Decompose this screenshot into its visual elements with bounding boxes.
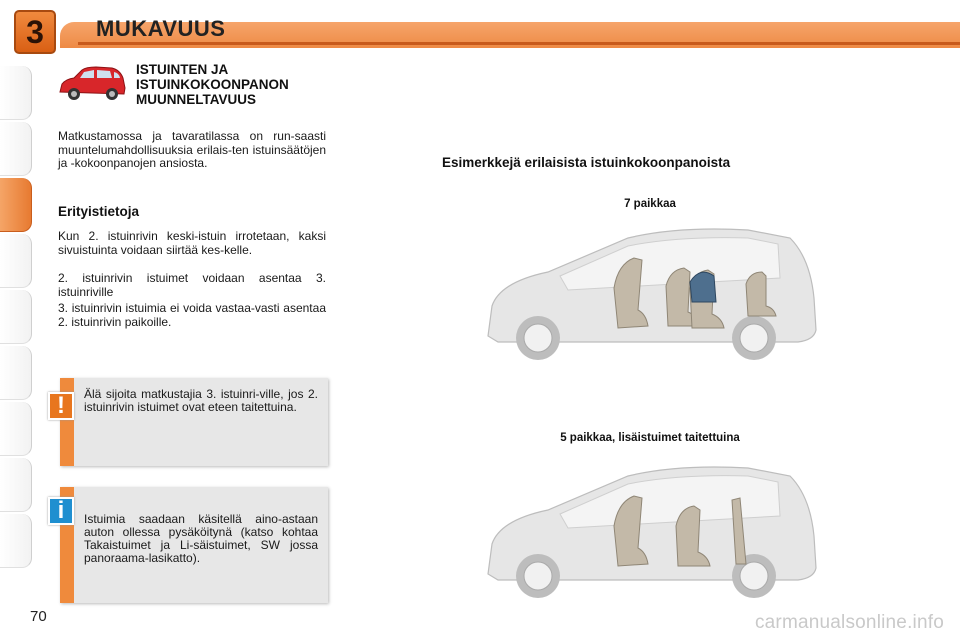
paragraph-2: 2. istuinrivin istuimet voidaan asentaa 3. istuinriville — [58, 271, 326, 299]
chapter-number: 3 — [26, 13, 44, 50]
warning-note — [57, 378, 328, 466]
exclamation-icon: ! — [48, 392, 74, 420]
side-tab-9[interactable] — [0, 514, 32, 568]
side-tab-5[interactable] — [0, 290, 32, 344]
info-note — [57, 487, 328, 603]
side-tab-1[interactable] — [0, 66, 32, 120]
red-car-icon — [56, 64, 128, 104]
config-5-seats-label: 5 paikkaa, lisäistuimet taitettuina — [560, 432, 740, 444]
chapter-title: MUKAVUUS — [96, 16, 226, 41]
page-number: 70 — [30, 608, 47, 625]
side-tab-3-active[interactable] — [0, 178, 32, 232]
side-tab-4[interactable] — [0, 234, 32, 288]
seat-config-7-illustration — [478, 218, 818, 368]
config-7-seats-label: 7 paikkaa — [624, 198, 676, 210]
side-tab-6[interactable] — [0, 346, 32, 400]
chapter-number-badge — [14, 10, 56, 54]
paragraph-1: Kun 2. istuinrivin keski-istuin irrotetaan, kaksi sivuistuinta voidaan siirtää kes-kelle. — [58, 229, 326, 257]
watermark: carmanualsonline.info — [754, 612, 944, 633]
side-tab-8[interactable] — [0, 458, 32, 512]
section-heading — [136, 62, 289, 107]
paragraph-3: 3. istuinrivin istuimia ei voida vastaa-vasti asentaa 2. istuinrivin paikoille. — [58, 301, 326, 329]
examples-title: Esimerkkejä erilaisista istuinkokoonpanoista — [442, 155, 731, 170]
subheading-special-info: Erityistietoja — [58, 204, 140, 219]
section-heading-line-2: ISTUINKOKOONPANON — [136, 77, 289, 92]
info-icon: i — [48, 497, 74, 525]
intro-paragraph: Matkustamossa ja tavaratilassa on run-saasti muuntelumahdollisuuksia erilais-ten istuinsäätöjen ja -kokoonpanojen ansiosta. — [58, 129, 326, 170]
section-heading-line-1: ISTUINTEN JA — [136, 62, 229, 77]
chapter-side-tabs — [0, 60, 34, 580]
seat-config-5-illustration — [478, 456, 818, 606]
section-heading-line-3: MUUNNELTAVUUS — [136, 92, 256, 107]
warning-note-text: Älä sijoita matkustajia 3. istuinri-ville, jos 2. istuinrivin istuimet ovat eteen taitettuina. — [84, 387, 318, 414]
side-tab-2[interactable] — [0, 122, 32, 176]
info-note-text: Istuimia saadaan käsitellä aino-astaan auton ollessa pysäköitynä (katso kohtaa Takaistuimet ja Li-säistuimet, SW jossa panoraama-lasikatto). — [84, 512, 318, 565]
side-tab-7[interactable] — [0, 402, 32, 456]
